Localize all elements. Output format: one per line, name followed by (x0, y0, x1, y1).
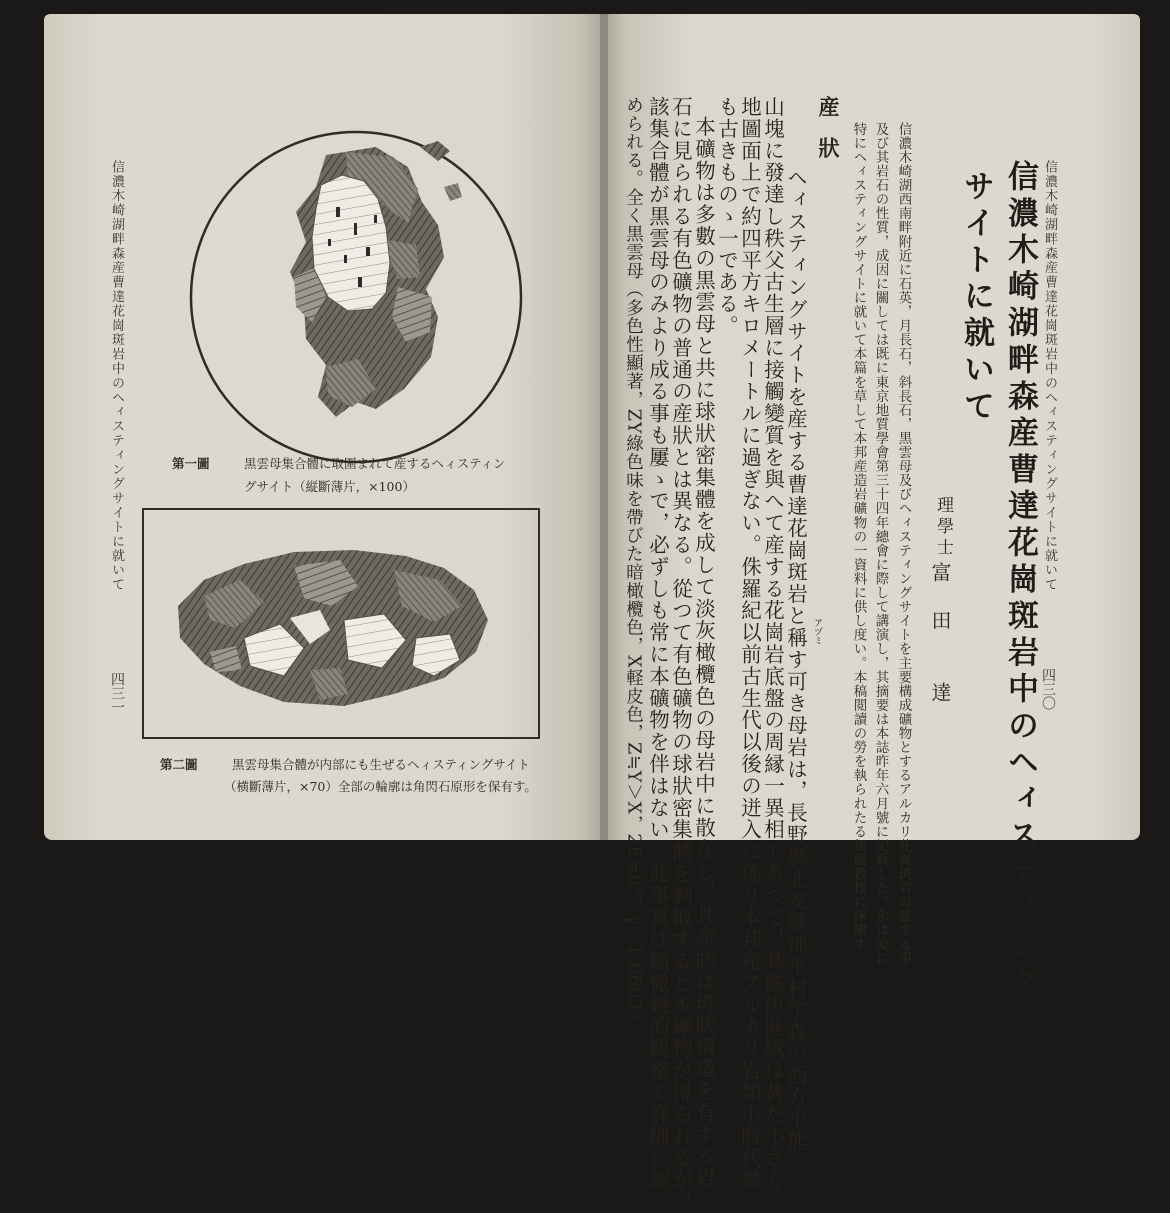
page-number-left: 四三一 (109, 672, 125, 714)
section-heading-char-1: 産 (816, 96, 841, 120)
body-line-5: 本礦物は多數の黒雲母と共に球狀密集體を成して淡灰橄欖色の母岩中に散在し，其産狀は斑狀構造を有する岩 (691, 116, 716, 1190)
section-heading-char-2: 狀 (816, 137, 841, 161)
page-number-right: 四三〇 (1040, 668, 1056, 710)
figure-1-caption-line-2: グサイト（縦斷薄片，×100） (244, 479, 415, 494)
intro-line-3: 特にヘィスティングサイトに就いて本篇を草して本邦産造岩礦物の一資料に供し度い。本稿閲讀の勞を執られたる加藤教授に深謝す。 (850, 122, 867, 965)
running-head-left: 信濃木崎湖畔森産曹達花崗斑岩中のヘィスティングサイトに就いて (109, 160, 124, 592)
body-line-3: 地圖面上で約四平方キロメートルに過ぎない。侏羅紀以前古生代以後の迸入に係り本邦産アルカリ岩類中時代最 (737, 96, 762, 1191)
body-line-8: められる。全く黒雲母（多色性顯著，ZY綠色味を帶びた暗橄欖色，X軽皮色，Z≒Y＞X，2E≒0°，γ＝1.6603） (623, 96, 644, 1030)
body-line-7: 該集合體が黒雲母のみより成る事も屢ゝで，必ずしも常に本礦物を伴はない。此事實は顯微鏡的觀察で詳細に認 (645, 96, 670, 1191)
intro-line-1: 信濃木崎湖西南畔附近に石英，月長石，斜長石，黒雲母及びヘィスティングサイトを主要構成礦物とするアルカリ花崗斑岩の産する事 (895, 122, 912, 965)
intro-line-2: 及び其岩石の性質，成因に關しては既に東京地質學會第三十四年總會に際して講演し，其摘要は本誌昨年六月號に記載した。余は爰に (872, 122, 889, 965)
figure-2-micrograph (144, 510, 538, 737)
article-title-line-2: サイトに就いて (958, 170, 994, 427)
figure-2-caption-line-1: 黒雲母集合體が内部にも生ぜるヘィスティングサイト (232, 757, 530, 772)
figure-2-caption-line-2: （横斷薄片，×70）全部の輪廓は角閃石原形を保有す。 (224, 779, 537, 794)
figure-2-label: 第二圖 (160, 757, 198, 772)
author-name: 富 田 達 (928, 562, 952, 706)
running-head-right: 信濃木崎湖畔森産曹達花崗斑岩中のヘィスティングサイトに就いて (1042, 160, 1057, 592)
ruby-annotation: アヅミ (812, 618, 822, 645)
book-spine (600, 14, 608, 840)
figure-1-micrograph (176, 127, 536, 467)
body-line-6: 石に見られる有色礦物の普通の産狀とは異なる。從つて有色礦物の球狀密集體を剝取すると本礦物が得られるが， (668, 96, 693, 1213)
author-degree: 理學士 (933, 496, 953, 559)
body-line-4: も古きものゝ一である。 (714, 96, 739, 337)
body-line-2: 山塊に發達し秩父古生層に接觸變質を與へて産する花崗岩底盤の周縁一異相であつて，其露出區域は甚だ小さく (760, 96, 785, 1191)
figure-1-caption-line-1: 黒雲母集合體に取圍まれて産するヘィスティン (244, 456, 506, 471)
figure-1-label: 第一圖 (172, 456, 210, 471)
body-line-1: ヘィスティングサイトを産する曹達花崗斑岩と稱す可き母岩は，長野縣北安曇郡平村宇森の西方小熊 (783, 167, 808, 1153)
article-title-line-1: 信濃木崎湖畔森産曹達花崗斑岩中のヘィスティング (1002, 160, 1038, 1002)
